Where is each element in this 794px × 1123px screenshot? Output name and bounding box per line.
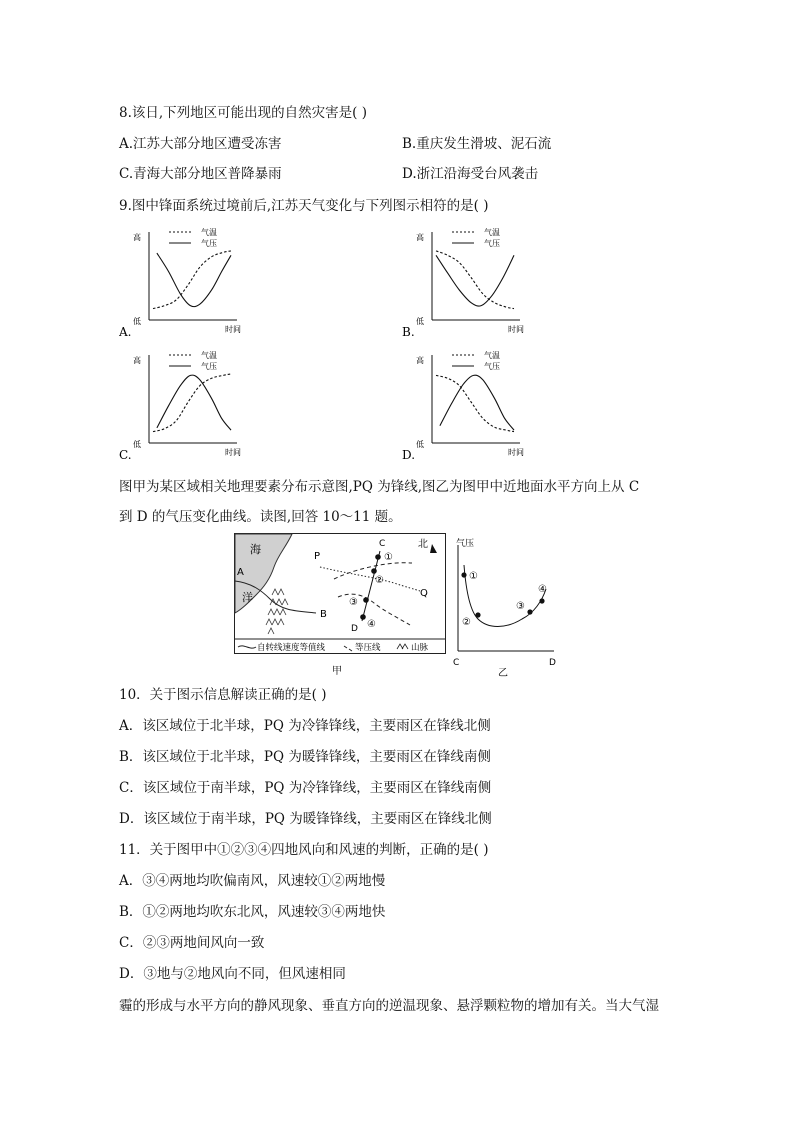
intro-line-1: 图甲为某区域相关地理要素分布示意图,PQ 为锋线,图乙为图甲中近地面水平方向上从 C (119, 479, 640, 495)
point-2-marker (371, 568, 377, 574)
x-label-time: 时间 (508, 325, 524, 334)
q8-option-b: B.重庆发生滑坡、泥石流 (402, 136, 552, 152)
q9-chart-b (402, 222, 532, 340)
point-1-marker (375, 554, 381, 560)
point-3-marker (363, 597, 369, 603)
legend-label-1: 气温 (201, 228, 217, 237)
q10-option-d: D．该区域位于南半球，PQ 为暖锋锋线，主要雨区在锋线北侧 (119, 811, 492, 827)
y-label-low: 低 (133, 317, 141, 326)
legend-label-2: 气压 (484, 239, 500, 248)
yi-label-1: ① (469, 571, 478, 582)
q9-chart-svg (402, 222, 532, 340)
q9-chart-c (119, 345, 249, 463)
y-label-high: 高 (416, 233, 424, 242)
yi-label-3: ③ (516, 601, 525, 612)
yi-point-1 (461, 572, 466, 577)
point-1-label: ① (384, 552, 393, 563)
option-label: A. (119, 325, 132, 339)
legend-label-2: 气压 (484, 362, 500, 371)
label-c: C (379, 539, 386, 549)
y-label-low: 低 (133, 440, 141, 449)
x-label-time: 时间 (508, 448, 524, 457)
series-temperature-line (436, 375, 514, 431)
legend-isobar-label: 等压线 (355, 643, 381, 653)
option-label: B. (402, 325, 415, 339)
q11-option-d: D．③地与②地风向不同，但风速相同 (119, 966, 346, 982)
legend-label-2: 气压 (201, 362, 217, 371)
q8-option-a: A.江苏大部分地区遭受冻害 (119, 136, 282, 152)
series-temperature-line (153, 374, 231, 432)
legend-mountain-label: 山脉 (411, 643, 429, 653)
q8-option-d: D.浙江沿海受台风袭击 (402, 166, 539, 182)
caption-jia: 甲 (332, 666, 342, 677)
q11-option-b: B．①②两地均吹东北风，风速较③④两地快 (119, 904, 386, 920)
q9-chart-a (119, 222, 249, 340)
legend-rot-icon (238, 646, 256, 648)
q10-stem: 10．关于图示信息解读正确的是( ) (119, 687, 327, 703)
series-pressure-line (157, 375, 231, 430)
figure-jia (234, 533, 446, 685)
q10-option-c: C．该区域位于南半球，PQ 为冷锋锋线，主要雨区在锋线南侧 (119, 780, 492, 796)
q9-chart-svg (119, 345, 249, 463)
legend-label-1: 气温 (484, 228, 500, 237)
legend-rot-label: 自转线速度等值线 (257, 643, 326, 653)
sea-label-bottom: 洋 (242, 591, 253, 604)
legend-isobar-icon (344, 646, 352, 651)
x-label-time: 时间 (225, 448, 241, 457)
q11-option-c: C．②③两地间风向一致 (119, 935, 265, 951)
q10-option-b: B．该区域位于北半球，PQ 为暖锋锋线，主要雨区在锋线南侧 (119, 749, 491, 765)
y-label-high: 高 (133, 356, 141, 365)
option-label: D. (402, 448, 416, 462)
q11-option-a: A．③④两地均吹偏南风，风速较①②两地慢 (119, 873, 386, 889)
intro-line-2: 到 D 的气压变化曲线。读图,回答 10～11 题。 (119, 509, 402, 525)
label-a: A (237, 567, 244, 578)
series-temperature-line (153, 251, 231, 309)
point-3-label: ③ (349, 597, 358, 608)
y-label-low: 低 (416, 440, 424, 449)
q8-option-c: C.青海大部分地区普降暴雨 (119, 166, 282, 182)
label-p: P (314, 551, 321, 562)
x-label-time: 时间 (225, 325, 241, 334)
figure-yi (450, 535, 560, 685)
yi-x-end: D (549, 658, 556, 668)
label-d: D (351, 624, 358, 634)
sea-label-top: 海 (250, 543, 261, 556)
series-pressure-line (436, 255, 514, 306)
option-label: C. (119, 448, 132, 462)
tail-paragraph: 霾的形成与水平方向的静风现象、垂直方向的逆温现象、悬浮颗粒物的增加有关。当大气湿 (119, 998, 659, 1014)
q9-chart-d (402, 345, 532, 463)
point-4-marker (360, 614, 366, 620)
yi-ylabel: 气压 (456, 539, 475, 549)
north-label: 北 (418, 539, 428, 550)
y-label-low: 低 (416, 317, 424, 326)
label-b: B (320, 609, 327, 620)
point-2-label: ② (375, 575, 384, 586)
q9-stem: 9.图中锋面系统过境前后,江苏天气变化与下列图示相符的是( ) (119, 198, 489, 214)
q9-chart-svg (119, 222, 249, 340)
north-arrow-icon (430, 544, 437, 553)
caption-yi: 乙 (498, 668, 508, 679)
yi-label-4: ④ (538, 584, 547, 595)
yi-point-3 (527, 609, 532, 614)
yi-point-4 (539, 598, 544, 603)
q10-option-a: A．该区域位于北半球，PQ 为冷锋锋线，主要雨区在锋线北侧 (119, 718, 491, 734)
series-pressure-line (440, 375, 514, 430)
series-pressure-line (157, 253, 231, 307)
mountain-symbols (266, 589, 288, 634)
yi-label-2: ② (462, 617, 471, 628)
q8-stem: 8.该日,下列地区可能出现的自然灾害是( ) (119, 105, 367, 121)
legend-mountain-icon (397, 644, 408, 649)
yi-x-start: C (453, 658, 460, 668)
q11-stem: 11．关于图甲中①②③④四地风向和风速的判断，正确的是( ) (119, 842, 489, 858)
label-q: Q (420, 588, 428, 599)
point-4-label: ④ (367, 619, 376, 630)
q9-chart-svg (402, 345, 532, 463)
legend-label-1: 气温 (201, 351, 217, 360)
line-cd (362, 551, 380, 621)
yi-point-2 (475, 612, 480, 617)
y-label-high: 高 (416, 356, 424, 365)
legend-label-1: 气温 (484, 351, 500, 360)
y-label-high: 高 (133, 233, 141, 242)
legend-label-2: 气压 (201, 239, 217, 248)
